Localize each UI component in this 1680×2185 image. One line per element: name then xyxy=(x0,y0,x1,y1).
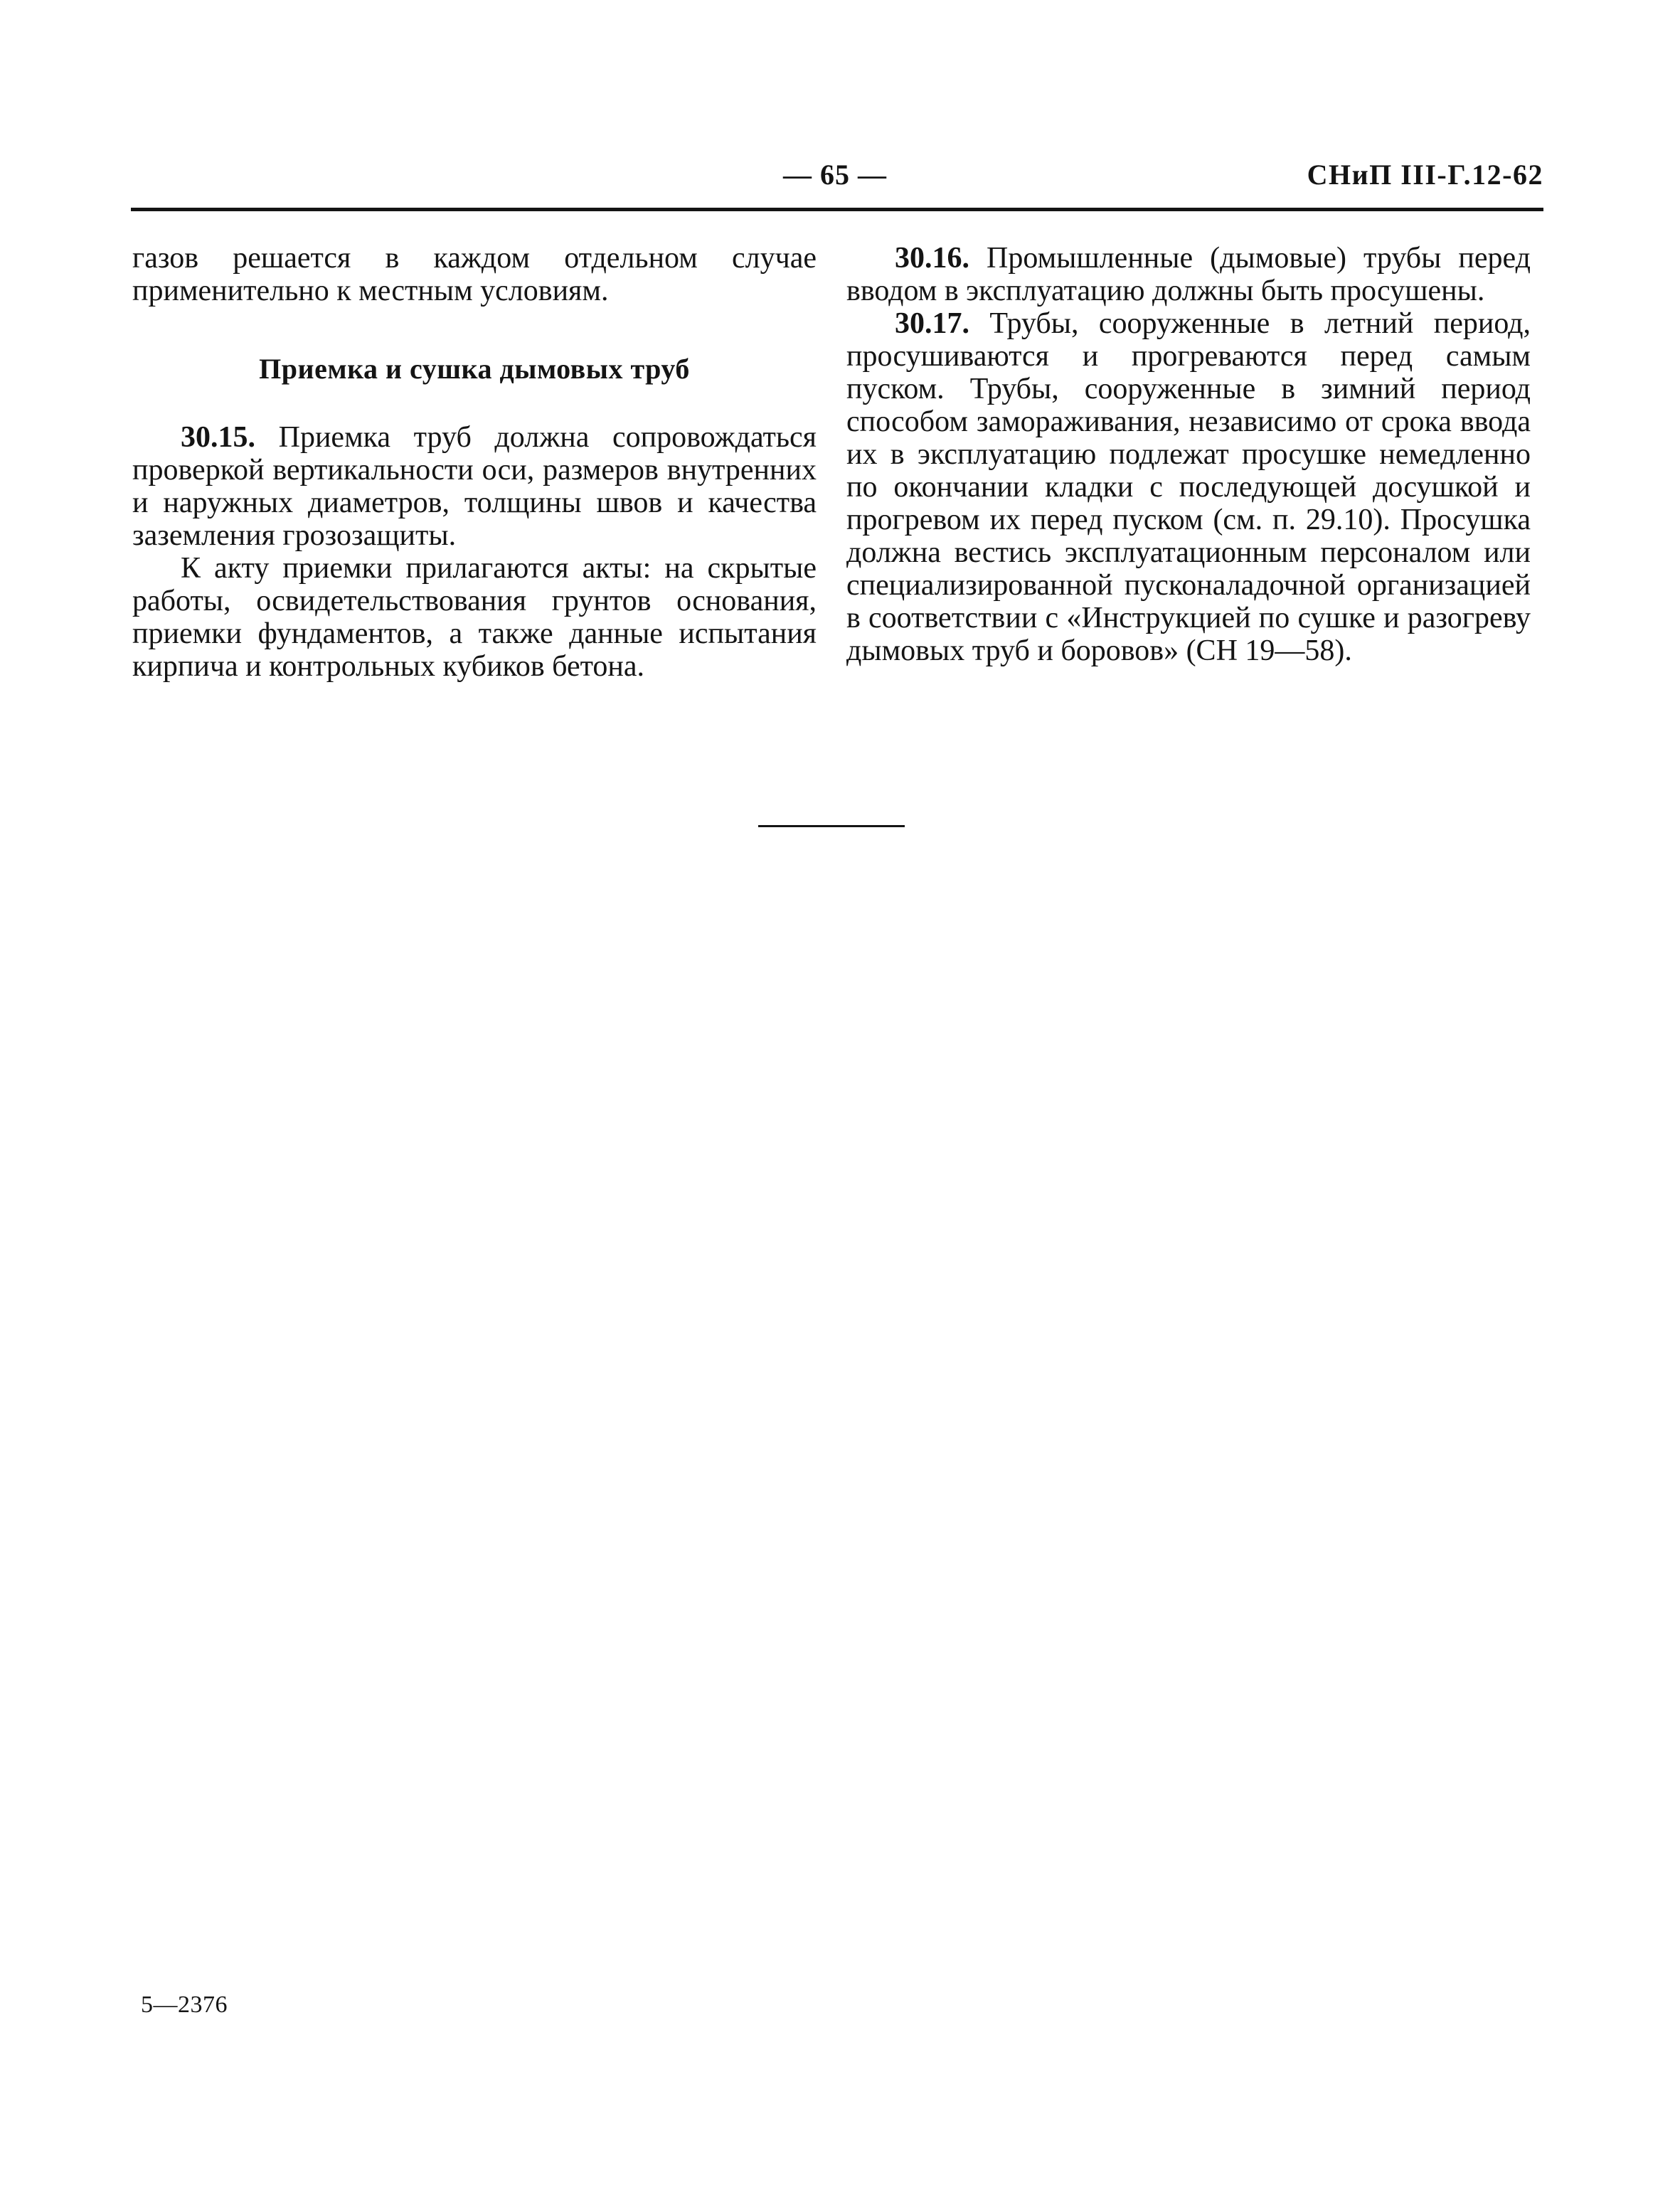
paragraph-acceptance-acts: К акту приемки прилагаются акты: на скрытые работы, освидетельствования грунтов основания, приемки фундаментов, а также данные испытания кирпича и контрольных кубиков бетона. xyxy=(132,552,817,683)
continuation-paragraph: газов решается в каждом отдельном случае применительно к местным условиям. xyxy=(132,242,817,307)
document-code: СНиП III-Г.12-62 xyxy=(1307,159,1543,191)
paragraph-text: Трубы, сооруженные в летний период, просушиваются и прогреваются перед самым пуском. Трубы, сооруженные в зимний период способом замораживания, независимо от срока ввода их в эксплуатацию подлежат просушке немедленно по окончании кладки с последующей досушкой и прогревом их перед пуском (см. п. 29.10). Просушка должна вестись эксплуатационным персоналом или специализированной пусконаладочной организацией в соответствии с «Инструкцией по сушке и разогреву дымовых труб и боровов» (СН 19—58). xyxy=(846,307,1531,667)
print-code: 5—2376 xyxy=(141,1992,228,2018)
section-heading: Приемка и сушка дымовых труб xyxy=(259,353,690,385)
section-end-rule xyxy=(758,825,905,827)
left-column xyxy=(132,242,817,683)
paragraph-30-17 xyxy=(846,307,1531,667)
paragraph-text: Промышленные (дымовые) трубы перед вводом в эксплуатацию должны быть просушены. xyxy=(846,242,1531,307)
header-rule xyxy=(131,208,1543,211)
paragraph-number: 30.17. xyxy=(895,307,969,340)
paragraph-text: Приемка труб должна сопровождаться проверкой вертикальности оси, размеров внутренних и наружных диаметров, толщины швов и качества заземления грозозащиты. xyxy=(132,421,817,552)
paragraph-number: 30.15. xyxy=(181,421,255,454)
paragraph-number: 30.16. xyxy=(895,242,969,275)
page-number-text: — 65 — xyxy=(783,159,887,191)
paragraph-30-15 xyxy=(132,421,817,552)
paragraph-30-16 xyxy=(846,242,1531,307)
right-column xyxy=(846,242,1531,667)
